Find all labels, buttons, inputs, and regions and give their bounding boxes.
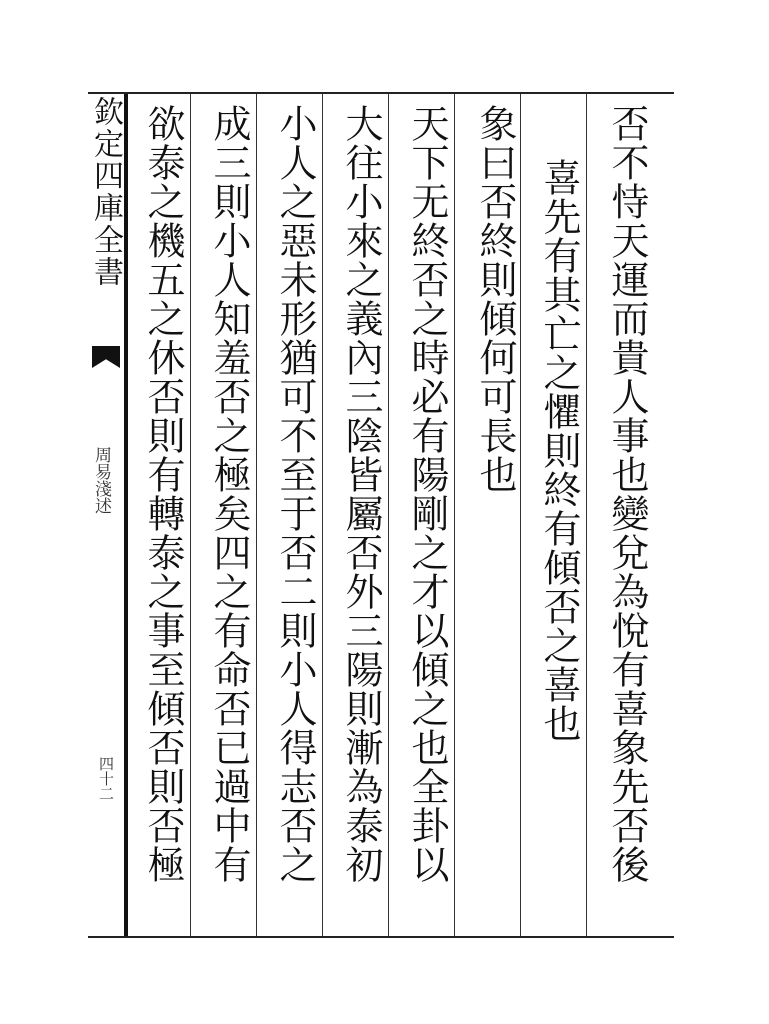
- column-rule: [586, 94, 587, 936]
- text-column-6: 小人之惡未形猶可不至于否二則小人得志否之: [273, 104, 317, 884]
- text-column-1: 否不恃天運而貴人事也變兌為悅有喜象先否後: [605, 104, 649, 884]
- text-column-3: 象曰否終則傾何可長也: [473, 104, 517, 494]
- text-column-2: 喜先有其亡之懼則終有傾否之喜也: [537, 158, 581, 743]
- text-column-7: 成三則小人知羞否之極矣四之有命否已過中有: [207, 104, 251, 884]
- column-rule: [388, 94, 389, 936]
- volume-title: 周易淺述: [91, 446, 111, 514]
- column-rule: [256, 94, 257, 936]
- page-frame: [88, 92, 674, 938]
- page-number: 四十二: [97, 756, 115, 801]
- book-title: 欽定四庫全書: [88, 96, 123, 288]
- text-column-5: 大往小來之義內三陰皆屬否外三陽則漸為泰初: [339, 104, 383, 884]
- text-column-4: 天下无終否之時必有陽剛之才以傾之也全卦以: [405, 104, 449, 884]
- margin-divider: [124, 94, 128, 936]
- column-rule: [190, 94, 191, 936]
- text-column-8: 欲泰之機五之休否則有轉泰之事至傾否則否極: [141, 104, 185, 884]
- column-rule: [454, 94, 455, 936]
- fishtail-mark: [92, 346, 120, 368]
- column-rule: [322, 94, 323, 936]
